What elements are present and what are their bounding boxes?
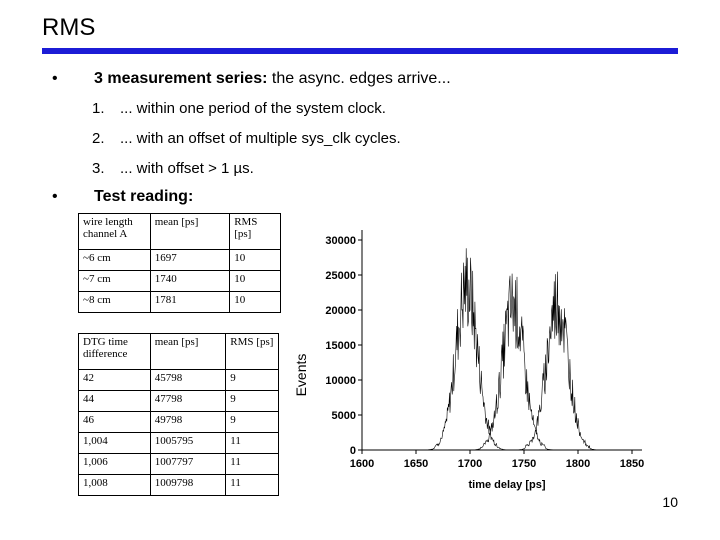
x-axis-label: time delay [ps] [468,479,546,491]
table-header: RMS [ps] [230,214,281,250]
x-tick-label: 1800 [565,458,591,470]
list-item: 1. ... within one period of the system clock. [92,100,386,117]
table-header: mean [ps] [150,334,226,370]
table-row: 1,008 1009798 11 [79,475,279,496]
table-row: ~7 cm 1740 10 [79,271,281,292]
page-number: 10 [662,494,678,510]
y-tick-label: 0 [349,445,356,457]
x-tick-label: 1750 [511,458,537,470]
table-row: 44 47798 9 [79,391,279,412]
y-tick-label: 20000 [325,305,356,317]
chart-axes [325,230,644,470]
x-tick-label: 1700 [457,458,483,470]
table-row: 1,006 1007797 11 [79,454,279,475]
time-delay-histogram [292,210,662,500]
series-line-2 [362,274,632,450]
wire-length-table [78,213,281,313]
title-underline [42,48,678,54]
bullet-dot: • [52,188,58,205]
bullet-text: the async. edges arrive... [267,70,451,87]
y-tick-label: 30000 [325,235,356,247]
x-tick-label: 1850 [619,458,645,470]
table-row: ~6 cm 1697 10 [79,250,281,271]
slide-title: RMS [42,14,96,41]
bullet-bold-text: 3 measurement series: [94,70,268,87]
y-tick-label: 15000 [325,340,356,352]
chart-series [362,248,632,450]
table-row: 46 49798 9 [79,412,279,433]
table-row: 1,004 1005795 11 [79,433,279,454]
list-item: 3. ... with offset > 1 µs. [92,160,254,177]
y-tick-label: 25000 [325,270,356,282]
bullet-dot: • [52,70,58,87]
table-header: mean [ps] [150,214,230,250]
x-tick-label: 1600 [349,458,375,470]
y-tick-label: 5000 [331,410,356,422]
table-row: ~8 cm 1781 10 [79,292,281,313]
y-axis-label: Events [293,353,309,397]
table-header: DTG time difference [79,334,151,370]
y-tick-label: 10000 [325,375,356,387]
series-line-1 [362,248,632,450]
series-line-3 [362,272,632,450]
bullet-bold-text: Test reading: [94,188,194,205]
x-tick-label: 1650 [403,458,429,470]
table-header: RMS [ps] [226,334,279,370]
table-row: 42 45798 9 [79,370,279,391]
table-header: wire length channel A [79,214,151,250]
list-item: 2. ... with an offset of multiple sys_clk cycles. [92,130,401,147]
dtg-time-table [78,333,279,496]
